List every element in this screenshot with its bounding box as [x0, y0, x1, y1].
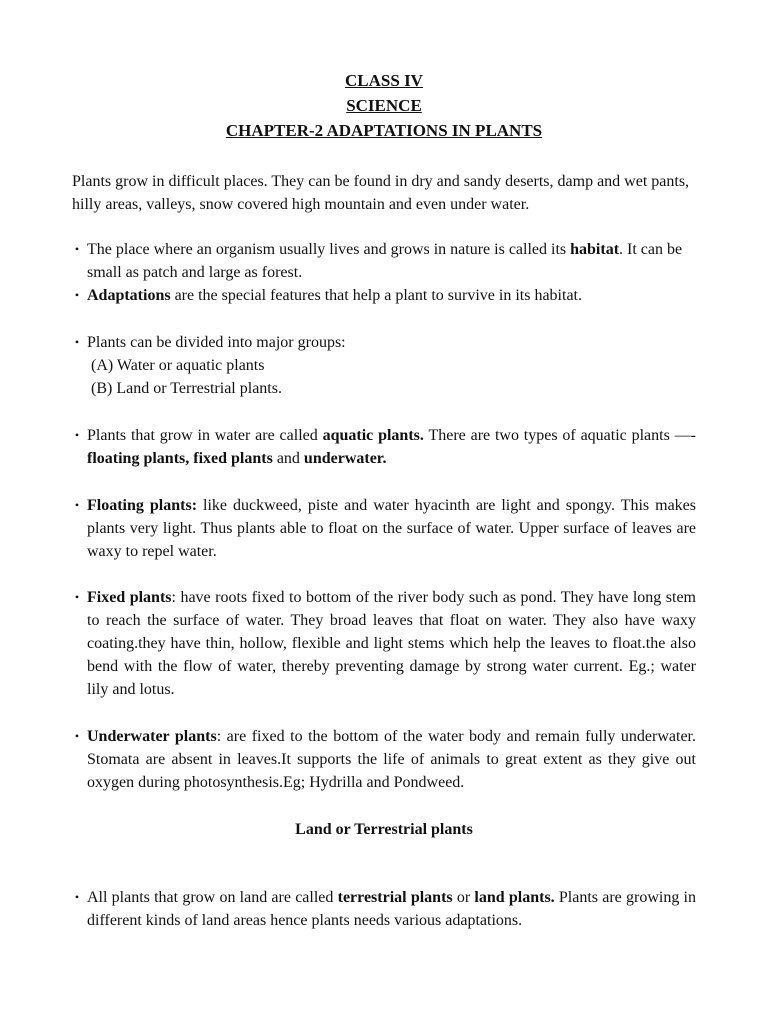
- term-floating-fixed: floating plants, fixed plants: [87, 450, 273, 467]
- text-run: Plants that grow in water are called: [87, 427, 323, 444]
- text-run: like duckweed, piste and water hyacinth are light and spongy. This makes plants very light. Thus plants able to float on the surface of water. Upper surface of leaves are waxy to repel water.: [87, 497, 696, 560]
- subject-heading: SCIENCE: [346, 96, 422, 115]
- bullet-aquatic: [72, 424, 696, 470]
- text-run: : have roots fixed to bottom of the river body such as pond. They have long stem to reach the surface of water. They broad leaves that float on water. They also have waxy coating.they have thin, hollow, flexible and light stems which help the leaves to float.the also bend with the flow of water, thereby preventing damage by strong water current. Eg.; water lily and lotus.: [87, 589, 696, 698]
- intro-text: Plants grow in difficult places. They can be found in dry and sandy deserts, damp and wet pants, hilly areas, valleys, snow covered high mountain and even under water.: [72, 173, 690, 213]
- text-run: The place where an organism usually lives and grows in nature is called its: [87, 241, 571, 258]
- bullet-fixed: [72, 586, 696, 701]
- bullet-adaptations: [72, 284, 696, 307]
- text-run: Plants are growing in different kinds of land areas hence plants needs various adaptations.: [87, 889, 696, 929]
- term-land-plants: land plants.: [474, 889, 555, 906]
- text-run: Plants can be divided into major groups:: [87, 334, 346, 351]
- text-run: All plants that grow on land are called: [87, 889, 338, 906]
- bullet-text: [87, 284, 696, 307]
- bullet-underwater: [72, 725, 696, 794]
- term-underwater-plants: Underwater plants: [87, 728, 217, 745]
- bullet-text: [87, 424, 696, 470]
- intro-paragraph: [72, 170, 696, 216]
- bullet-text: [87, 494, 696, 563]
- group-a: (A) Water or aquatic plants: [91, 357, 265, 374]
- bullet-marker: •: [74, 729, 80, 743]
- bullet-groups: [72, 331, 696, 400]
- bullet-marker: •: [74, 428, 80, 442]
- term-habitat: habitat: [570, 241, 620, 258]
- term-underwater: underwater.: [303, 450, 387, 467]
- term-fixed-plants: Fixed plants: [87, 589, 172, 606]
- bullet-text: [87, 331, 696, 400]
- class-heading: CLASS IV: [345, 71, 423, 90]
- chapter-heading: CHAPTER-2 ADAPTATIONS IN PLANTS: [225, 121, 543, 140]
- term-floating-plants: Floating plants:: [87, 497, 198, 514]
- bullet-floating: [72, 494, 696, 563]
- bullet-text: [87, 725, 696, 794]
- bullet-marker: •: [74, 288, 80, 302]
- bullet-marker: •: [74, 242, 80, 256]
- term-terrestrial: terrestrial plants: [337, 889, 453, 906]
- text-run: There are two types of aquatic plants —-: [423, 427, 696, 444]
- text-run: : are fixed to the bottom of the water body and remain fully underwater. Stomata are absent in leaves.It supports the life of animals to great extent as they give out oxygen during photosynthesis.Eg; Hydrilla and Pondweed.: [87, 728, 696, 791]
- title-block: [0, 68, 768, 143]
- group-b: (B) Land or Terrestrial plants.: [91, 380, 282, 397]
- bullet-text: [87, 886, 696, 932]
- bullet-text: [87, 238, 696, 284]
- text-run: are the special features that help a plant to survive in its habitat.: [170, 287, 582, 304]
- term-aquatic: aquatic plants.: [322, 427, 424, 444]
- text-run: and: [272, 450, 304, 467]
- bullet-habitat: [72, 238, 696, 284]
- bullet-terrestrial: [72, 886, 696, 932]
- text-run: . It can be small as patch and large as forest.: [87, 241, 683, 281]
- bullet-marker: •: [74, 890, 80, 904]
- bullet-marker: •: [74, 498, 80, 512]
- term-adaptations: Adaptations: [87, 287, 171, 304]
- section-subheading: Land or Terrestrial plants: [295, 821, 473, 838]
- bullet-text: [87, 586, 696, 701]
- bullet-marker: •: [74, 590, 80, 604]
- bullet-marker: •: [74, 335, 80, 349]
- text-run: or: [452, 889, 475, 906]
